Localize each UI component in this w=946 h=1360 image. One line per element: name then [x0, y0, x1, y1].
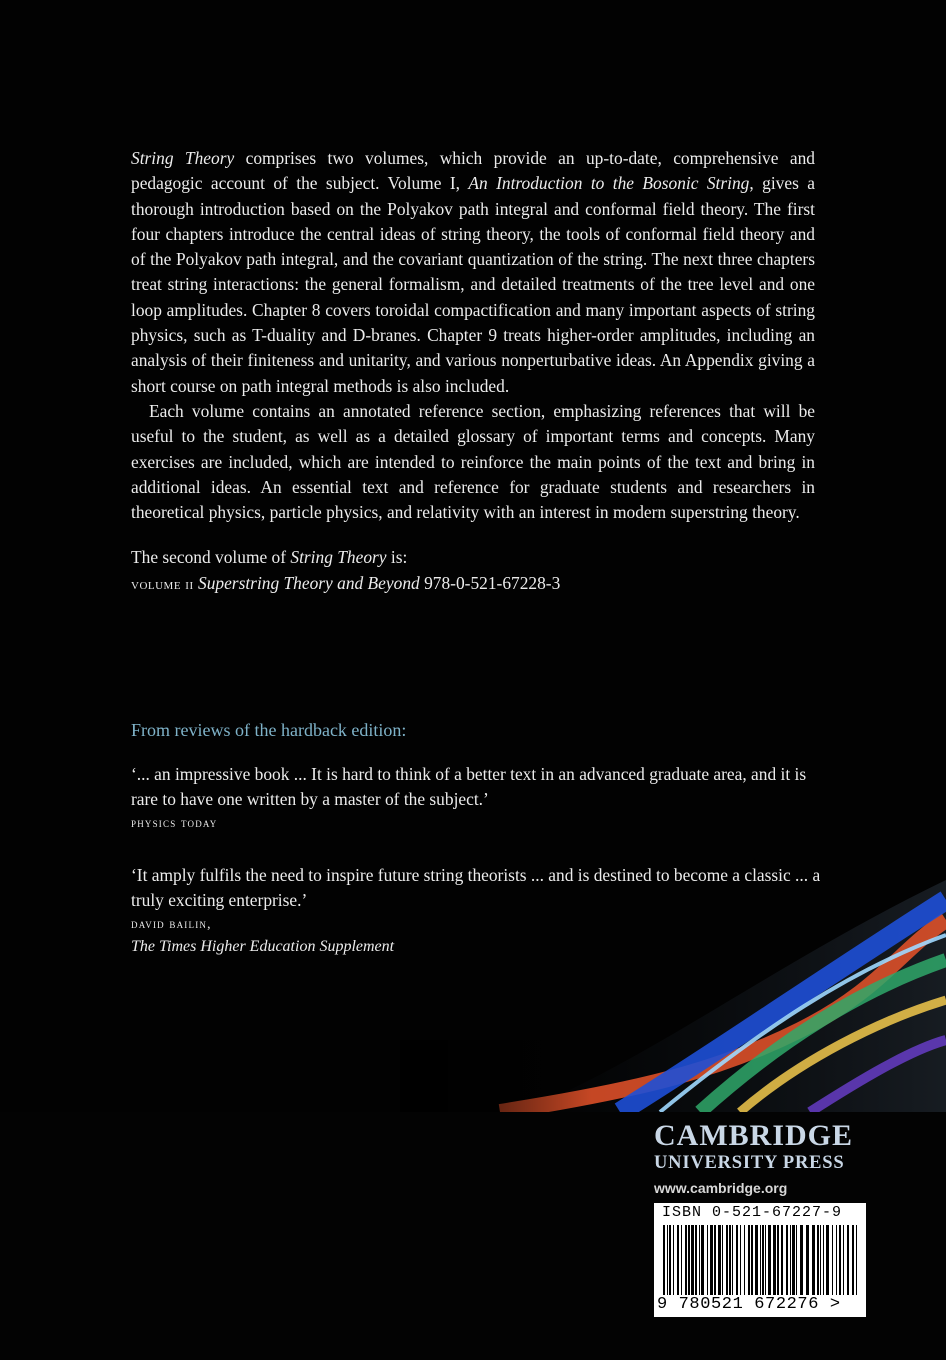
volume-label: volume ii	[131, 576, 194, 593]
publisher-logo	[654, 1120, 853, 1196]
isbn-barcode	[654, 1203, 866, 1317]
italic-title-run: An Introduction to the Bosonic String	[468, 173, 750, 194]
publisher-url: www.cambridge.org	[654, 1180, 788, 1196]
volume-ii-line	[131, 571, 815, 598]
barcode-bar	[710, 1225, 713, 1295]
barcode-bar	[768, 1225, 771, 1295]
barcode-bar	[820, 1225, 821, 1295]
italic-title-run: String Theory	[131, 148, 235, 168]
barcode-bar	[852, 1225, 854, 1295]
barcode-bar	[790, 1225, 791, 1295]
text-run: , gives a thorough introduction based on the Polyakov path integral and conformal field theory. The first four chapters introduce the central ideas of string theory, the tools of conformal field theory and of the Polyakov path integral, and the covariant quantization of the string. The next three chapters treat string interactions: the general formalism, and detailed treatments of the tree level and one loop amplitudes. Chapter 8 covers toroidal compactification and many important aspects of string physics, such as T-duality and D-branes. Chapter 9 treats higher-order amplitudes, including an analysis of their finiteness and unitarity, and various nonperturbative ideas. An Appendix giving a short course on path integral methods is also included.	[131, 173, 815, 396]
description-block	[131, 146, 815, 598]
barcode-bar	[765, 1225, 766, 1295]
barcode-bar	[663, 1225, 665, 1295]
isbn-label: ISBN 0-521-67227-9	[662, 1204, 843, 1221]
review-quote: ‘... an impressive book ... It is hard to think of a better text in an advanced graduate area, and it is rare to have one written by a master of the subject.’	[131, 764, 807, 809]
barcode-bar	[817, 1225, 819, 1295]
barcode-bar	[726, 1225, 728, 1295]
barcode-bar	[786, 1225, 788, 1295]
barcode-bar	[718, 1225, 721, 1295]
barcode-bar	[826, 1225, 829, 1295]
barcode-bar	[773, 1225, 776, 1295]
barcode-bar	[736, 1225, 738, 1295]
barcode-bar	[688, 1225, 690, 1295]
review-source: physics today	[131, 815, 218, 830]
barcode-bar	[777, 1225, 779, 1295]
barcode-bar	[695, 1225, 697, 1295]
barcode-bar	[847, 1225, 849, 1295]
publisher-name-line1: CAMBRIDGE	[654, 1119, 854, 1152]
barcode-bar	[722, 1225, 723, 1295]
volume-isbn: 978-0-521-67228-3	[424, 572, 561, 593]
barcode-digits: 9 780521 672276 >	[657, 1295, 841, 1314]
review-david-bailin	[131, 863, 821, 959]
barcode-bar	[729, 1225, 731, 1295]
barcode-bar	[681, 1225, 682, 1295]
review-quote: ‘It amply fulfils the need to inspire future string theorists ... and is destined to become a classic ... a truly exciting enterprise.’	[131, 865, 821, 910]
barcode-bar	[781, 1225, 783, 1295]
barcode-bar	[707, 1225, 708, 1295]
barcode-bar	[740, 1225, 741, 1295]
barcode-bar	[714, 1225, 716, 1295]
barcode-bar	[839, 1225, 841, 1295]
publisher-name-line2: UNIVERSITY PRESS	[654, 1153, 845, 1173]
barcode-bar	[796, 1225, 797, 1295]
barcode-bar	[748, 1225, 750, 1295]
barcode-bar	[823, 1225, 824, 1295]
barcode-bar	[699, 1225, 700, 1295]
barcode-bar	[701, 1225, 704, 1295]
barcode-bar	[751, 1225, 753, 1295]
barcode-bar	[836, 1225, 837, 1295]
barcode-bar	[677, 1225, 679, 1295]
text-run: comprises two volumes, which provide an up-to-date, comprehensive and pedagogic account of the subject. Volume I,	[131, 148, 815, 194]
barcode-bar	[806, 1225, 809, 1295]
barcode-bar	[843, 1225, 844, 1295]
description-paragraph-1	[131, 146, 815, 399]
barcode-bar	[667, 1225, 668, 1295]
barcode-bar	[685, 1225, 687, 1295]
second-volume-series-title: String Theory	[290, 547, 387, 568]
volume-title: Superstring Theory and Beyond	[198, 572, 420, 593]
barcode-bar	[755, 1225, 758, 1295]
barcode-bar	[762, 1225, 764, 1295]
barcode-bar	[792, 1225, 795, 1295]
barcode-bar	[832, 1225, 833, 1295]
reviews-heading: From reviews of the hardback edition:	[131, 720, 407, 740]
review-author: david bailin,	[131, 916, 212, 931]
barcode-bar	[744, 1225, 745, 1295]
barcode-bar	[800, 1225, 803, 1295]
review-publication: The Times Higher Education Supplement	[131, 938, 395, 955]
barcode-bar	[856, 1225, 857, 1295]
review-physics-today	[131, 762, 821, 834]
barcode-bar	[732, 1225, 733, 1295]
barcode-bar	[691, 1225, 694, 1295]
description-paragraph-2: Each volume contains an annotated reference section, emphasizing references that will be useful to the student, as well as a detailed glossary of important terms and concepts. Many exercises are included, which are intended to reinforce the main points of the text and bring in additional ideas. An essential text and reference for graduate students and researchers in theoretical physics, particle physics, and relativity with an interest in modern superstring theory.	[131, 400, 815, 523]
barcode-bar	[812, 1225, 815, 1295]
barcode-bar	[673, 1225, 674, 1295]
barcode-bars	[662, 1225, 860, 1295]
barcode-bar	[760, 1225, 761, 1295]
barcode-bar	[669, 1225, 671, 1295]
second-volume-note: The second volume of String Theory is:	[131, 547, 408, 568]
